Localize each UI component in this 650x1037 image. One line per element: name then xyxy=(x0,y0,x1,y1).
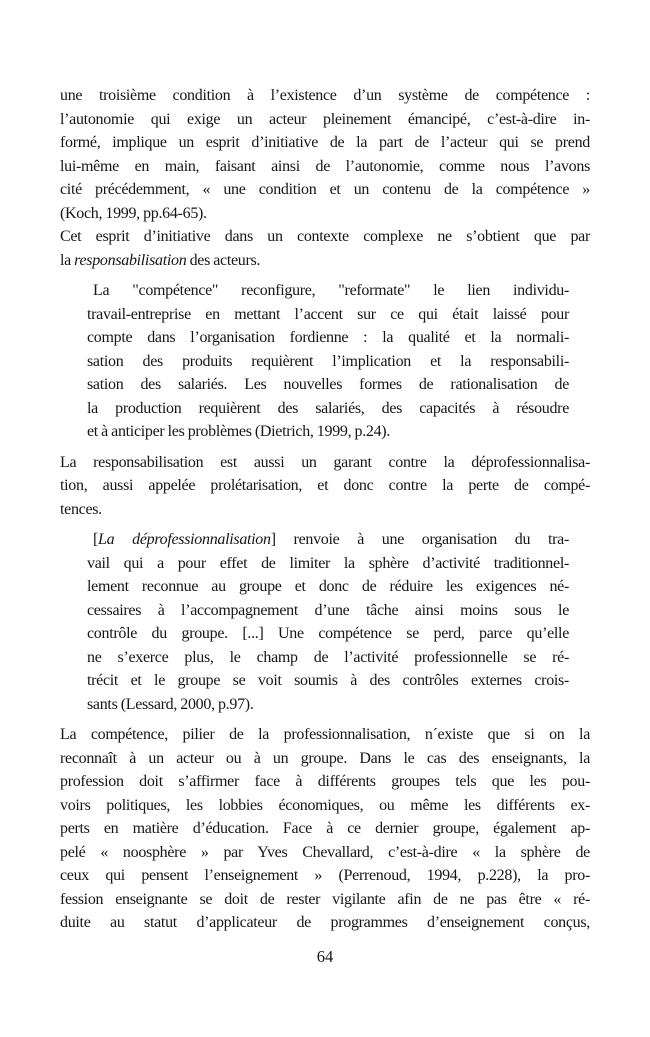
text-line: (Koch, 1999, pp.64-65). xyxy=(60,204,207,222)
text-line: sation des produits requièrent l’implication et la responsabili- xyxy=(87,352,569,370)
paragraph xyxy=(60,84,590,225)
text-line xyxy=(87,528,569,552)
text-line: compte dans l’organisation fordienne : la qualité et la normali- xyxy=(87,329,569,346)
text-line: cessaires à l’accompagnement d’une tâche ainsi moins sous le xyxy=(87,601,569,619)
plain-text: ] renvoie à une organisation du tra- xyxy=(270,531,569,548)
text-line: et à anticiper les problèmes (Dietrich, 1999, p.24). xyxy=(87,423,391,440)
text-line: reconnaît à un acteur ou à un groupe. Dans le cas des enseignants, la xyxy=(60,749,590,767)
text-line: vail qui a pour effet de limiter la sphère d’activité traditionnel- xyxy=(87,554,569,572)
text-line: La responsabilisation est aussi un garant contre la déprofessionnalisa- xyxy=(60,453,590,471)
text-line: lui-même en main, faisant ainsi de l’autonomie, comme nous l’avons xyxy=(60,157,590,175)
quote-block xyxy=(60,279,590,444)
text-line: fession enseignante se doit de rester vigilante afin de ne pas être « ré- xyxy=(60,890,590,908)
text-line: perts en matière d’éducation. Face à ce dernier groupe, également ap- xyxy=(60,820,590,837)
plain-text: la xyxy=(60,251,75,269)
text-line xyxy=(60,249,590,273)
page-footer xyxy=(60,946,590,968)
text-line: ne s’exerce plus, le champ de l’activité professionnelle se ré- xyxy=(87,648,569,666)
text-column xyxy=(60,84,590,935)
text-line: sation des salariés. Les nouvelles formes de rationalisation de xyxy=(87,376,569,393)
text-line: ceux qui pensent l’enseignement » (Perrenoud, 1994, p.228), la pro- xyxy=(60,867,590,884)
plain-text: [ xyxy=(93,531,99,548)
text-line: une troisième condition à l’existence d’un système de compétence : xyxy=(60,87,590,104)
paragraph xyxy=(60,225,590,272)
text-line: La compétence, pilier de la professionnalisation, n´existe que si on la xyxy=(60,726,590,743)
italic-text: La déprofessionnalisation xyxy=(98,531,271,548)
text-line: cité précédemment, « une condition et un contenu de la compétence » xyxy=(60,181,590,198)
text-line: pelé « noosphère » par Yves Chevallard, c’est-à-dire « la sphère de xyxy=(60,843,590,861)
italic-text: responsabilisation xyxy=(74,251,187,269)
text-line: duite au statut d’applicateur de programmes d’enseignement conçus, xyxy=(60,914,590,931)
page-number: 64 xyxy=(316,946,334,966)
plain-text: des acteurs. xyxy=(186,251,261,269)
text-line: lement reconnue au groupe et donc de réduire les exigences né- xyxy=(87,578,569,595)
text-line: contrôle du groupe. [...] Une compétence se perd, parce qu’elle xyxy=(87,625,569,642)
text-line: sants (Lessard, 2000, p.97). xyxy=(87,695,254,713)
text-line: voirs politiques, les lobbies économiques, ou même les différents ex- xyxy=(60,796,590,814)
paragraph xyxy=(60,723,590,935)
text-line: l’autonomie qui exige un acteur pleinement émancipé, c’est-à-dire in- xyxy=(60,110,590,128)
paragraph xyxy=(60,451,590,522)
text-line: La "compétence" reconfigure, "reformate" le lien individu- xyxy=(93,282,569,299)
text-line: formé, implique un esprit d’initiative de la part de l’acteur qui se prend xyxy=(60,134,590,151)
text-line: trécit et le groupe se voit soumis à des contrôles externes crois- xyxy=(87,672,569,689)
text-line: la production requièrent des salariés, des capacités à résoudre xyxy=(87,399,569,417)
text-line: tences. xyxy=(60,500,102,518)
text-line: Cet esprit d’initiative dans un contexte complexe ne s’obtient que par xyxy=(60,228,590,245)
text-line: tion, aussi appelée prolétarisation, et donc contre la perte de compé- xyxy=(60,477,590,494)
text-line: profession doit s’affirmer face à différents groupes tels que les pou- xyxy=(60,773,590,790)
text-line: travail-entreprise en mettant l’accent sur ce qui était laissé pour xyxy=(87,305,569,323)
quote-block xyxy=(60,528,590,716)
